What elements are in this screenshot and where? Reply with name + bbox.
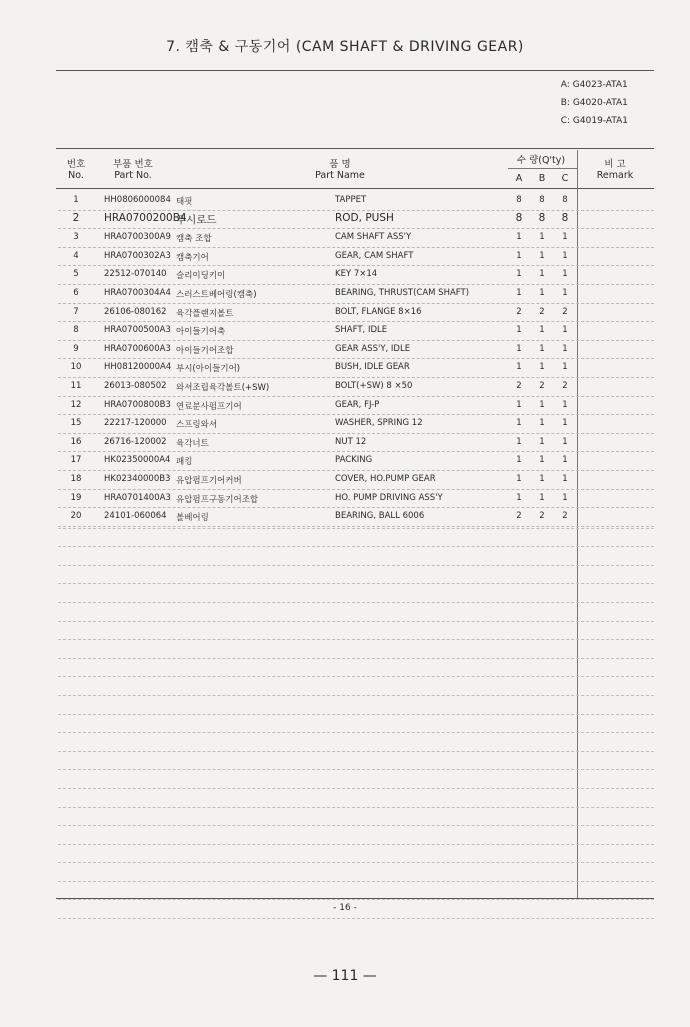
qty-c: 1 — [562, 232, 568, 243]
part-number: HH08120000A4 — [104, 362, 172, 373]
qty-a: 1 — [516, 399, 522, 410]
outer-page-number: — 111 — — [313, 968, 377, 984]
table-row — [58, 322, 654, 341]
part-name-kr: 육각너트 — [176, 438, 209, 449]
qty-a: 8 — [516, 195, 522, 205]
qty-b: 2 — [539, 511, 545, 522]
header-qty: 수 량(Q'ty) — [516, 155, 566, 166]
part-name-en: BOLT, FLANGE 8×16 — [335, 306, 422, 317]
part-number: HK02350000A4 — [104, 455, 171, 466]
qty-c: 8 — [561, 211, 569, 224]
part-name-en: BUSH, IDLE GEAR — [335, 362, 410, 373]
row-number: 5 — [73, 269, 79, 280]
qty-a: 1 — [516, 492, 522, 503]
qty-b: 1 — [539, 473, 545, 484]
part-name-en: TAPPET — [335, 195, 367, 205]
row-number: 17 — [70, 455, 82, 466]
part-name-kr: 유압펌프기어커버 — [176, 475, 242, 486]
part-name-en: BEARING, BALL 6006 — [335, 511, 425, 522]
model-c: C: G4019-ATA1 — [560, 116, 628, 126]
part-name-kr: 유압펌프구동기어조합 — [176, 494, 259, 505]
part-name-en: GEAR ASS'Y, IDLE — [335, 343, 411, 354]
qty-c: 2 — [562, 306, 568, 317]
qty-c: 1 — [562, 436, 568, 447]
table-row — [58, 192, 654, 211]
header-top-rule — [56, 148, 654, 149]
part-name-kr: 스프링와셔 — [176, 420, 218, 431]
qty-c: 1 — [562, 325, 568, 336]
blank-row — [58, 789, 654, 808]
part-name-en: ROD, PUSH — [335, 211, 394, 224]
qty-a: 1 — [516, 232, 522, 243]
qty-a: 1 — [516, 362, 522, 373]
blank-row — [58, 770, 654, 789]
qty-c: 2 — [562, 511, 568, 522]
part-name-en: GEAR, FJ-P — [335, 399, 380, 410]
qty-a: 1 — [516, 436, 522, 447]
row-number: 16 — [70, 436, 82, 447]
parts-table — [58, 192, 654, 527]
part-name-kr: 패킹 — [176, 457, 193, 468]
qty-b: 1 — [539, 232, 545, 243]
table-row — [58, 211, 654, 230]
header-bottom-rule — [56, 188, 654, 189]
part-name-kr: 연료분사펌프기어 — [176, 401, 242, 412]
part-name-kr: 아이들기어축 — [176, 327, 226, 338]
qty-c: 8 — [562, 195, 568, 205]
blank-row — [58, 659, 654, 678]
qty-a: 1 — [516, 455, 522, 466]
row-number: 4 — [73, 250, 79, 261]
header-remark: 비 고 Remark — [596, 159, 634, 181]
blank-row — [58, 622, 654, 641]
part-name-en: PACKING — [335, 455, 373, 466]
qty-a: 2 — [516, 380, 522, 391]
qty-a: 2 — [516, 511, 522, 522]
row-number: 6 — [73, 287, 79, 298]
qty-b: 1 — [539, 418, 545, 429]
qty-b: 1 — [539, 269, 545, 280]
qty-b: 2 — [539, 380, 545, 391]
qty-c: 1 — [562, 455, 568, 466]
row-number: 10 — [70, 362, 82, 373]
part-number: HRA0700500A3 — [104, 325, 171, 336]
part-name-kr: 캠축 조합 — [176, 234, 212, 245]
row-number: 15 — [70, 418, 82, 429]
part-name-en: SHAFT, IDLE — [335, 325, 388, 336]
table-row — [58, 490, 654, 509]
part-name-kr: 아이들기어조합 — [176, 345, 234, 356]
header-part-name: 품 명 Part Name — [315, 159, 365, 181]
qty-b: 2 — [539, 306, 545, 317]
qty-b: 1 — [539, 325, 545, 336]
model-list — [561, 76, 628, 130]
part-number: 22512-070140 — [104, 269, 167, 280]
blank-row — [58, 547, 654, 566]
blank-rows — [58, 510, 654, 919]
qty-c: 1 — [562, 399, 568, 410]
qty-c: 1 — [562, 418, 568, 429]
qty-sub-rule — [508, 168, 577, 169]
row-number: 7 — [73, 306, 79, 317]
qty-c: 1 — [562, 362, 568, 373]
part-number: HRA0701400A3 — [104, 492, 171, 503]
blank-row — [58, 845, 654, 864]
model-a: A: G4023-ATA1 — [560, 80, 628, 90]
part-name-en: BEARING, THRUST(CAM SHAFT) — [335, 287, 470, 298]
part-number: 26716-120002 — [104, 436, 167, 447]
bottom-rule — [56, 898, 654, 899]
qty-c: 1 — [562, 343, 568, 354]
blank-row — [58, 529, 654, 548]
blank-row — [58, 863, 654, 882]
qty-a: 1 — [516, 343, 522, 354]
qty-c: 1 — [562, 492, 568, 503]
part-number: 26106-080162 — [104, 306, 167, 317]
qty-a: 1 — [516, 325, 522, 336]
row-number: 9 — [73, 343, 79, 354]
part-name-kr: 푸시로드 — [176, 213, 217, 226]
qty-a: 2 — [516, 306, 522, 317]
table-row — [58, 378, 654, 397]
row-number: 19 — [70, 492, 82, 503]
qty-a: 1 — [516, 287, 522, 298]
table-row — [58, 248, 654, 267]
blank-row — [58, 640, 654, 659]
blank-row — [58, 715, 654, 734]
qty-b: 8 — [539, 195, 545, 205]
blank-row — [58, 808, 654, 827]
model-b: B: G4020-ATA1 — [560, 98, 628, 108]
header-no: 번호 No. — [66, 159, 86, 181]
row-number: 8 — [73, 325, 79, 336]
part-name-en: COVER, HO.PUMP GEAR — [335, 473, 436, 484]
qty-b: 1 — [539, 287, 545, 298]
part-name-kr: 슬리이딩키이 — [176, 271, 226, 282]
qty-a: 8 — [515, 211, 523, 224]
blank-row — [58, 733, 654, 752]
table-row — [58, 359, 654, 378]
part-name-en: NUT 12 — [335, 436, 367, 447]
part-number: HK02340000B3 — [104, 473, 171, 484]
part-name-en: GEAR, CAM SHAFT — [335, 250, 414, 261]
part-name-kr: 태핏 — [176, 197, 193, 207]
row-number: 12 — [70, 399, 82, 410]
part-number: HRA0700300A9 — [104, 232, 171, 243]
qty-a: 1 — [516, 269, 522, 280]
title-rule — [56, 70, 654, 71]
part-number: HRA0700600A3 — [104, 343, 171, 354]
blank-row — [58, 603, 654, 622]
part-name-kr: 볼베어링 — [176, 513, 209, 524]
part-number: 26013-080502 — [104, 380, 167, 391]
qty-b: 1 — [539, 250, 545, 261]
part-name-en: HO. PUMP DRIVING ASS'Y — [335, 492, 443, 503]
part-name-kr: 부시(아이들기어) — [176, 364, 241, 375]
part-number: HRA0700304A4 — [104, 287, 171, 298]
qty-c: 1 — [562, 250, 568, 261]
qty-c: 2 — [562, 380, 568, 391]
table-row — [58, 266, 654, 285]
qty-b: 1 — [539, 399, 545, 410]
part-number: HRA0700302A3 — [104, 250, 171, 261]
part-number: HRA0700800B3 — [104, 399, 171, 410]
table-row — [58, 452, 654, 471]
part-name-kr: 와셔조립육각볼트(+SW) — [176, 382, 270, 393]
qty-a: 1 — [516, 418, 522, 429]
qty-b: 1 — [539, 343, 545, 354]
row-number: 2 — [72, 211, 80, 224]
table-row — [58, 397, 654, 416]
blank-row — [58, 677, 654, 696]
row-number: 18 — [70, 473, 82, 484]
part-name-en: BOLT(+SW) 8 ×50 — [335, 380, 413, 391]
header-part-no: 부품 번호 Part No. — [113, 159, 153, 181]
header-qty-c: C — [561, 173, 569, 184]
part-name-kr: 스러스트베어링(캠축) — [176, 289, 257, 300]
part-number: 22217-120000 — [104, 418, 167, 429]
header-qty-b: B — [538, 173, 546, 184]
table-row — [58, 471, 654, 490]
row-number: 3 — [73, 232, 79, 243]
row-number: 1 — [73, 195, 79, 205]
header-qty-a: A — [515, 173, 523, 184]
qty-b: 1 — [539, 492, 545, 503]
qty-b: 8 — [538, 211, 546, 224]
part-number: 24101-060064 — [104, 511, 167, 522]
table-row — [58, 415, 654, 434]
blank-row — [58, 584, 654, 603]
part-name-en: CAM SHAFT ASS'Y — [335, 232, 412, 243]
blank-row — [58, 826, 654, 845]
part-number: HRA0700200B4 — [104, 211, 187, 224]
part-name-en: WASHER, SPRING 12 — [335, 418, 423, 429]
blank-row — [58, 696, 654, 715]
qty-b: 1 — [539, 436, 545, 447]
qty-b: 1 — [539, 362, 545, 373]
part-name-kr: 캠축기어 — [176, 252, 209, 263]
part-number: HH0806000084 — [104, 195, 171, 205]
inner-page-number: - 16 - — [333, 903, 357, 913]
qty-a: 1 — [516, 473, 522, 484]
part-name-en: KEY 7×14 — [335, 269, 378, 280]
table-row — [58, 229, 654, 248]
blank-row — [58, 752, 654, 771]
blank-row — [58, 566, 654, 585]
table-row — [58, 285, 654, 304]
row-number: 20 — [70, 511, 82, 522]
part-name-kr: 육각플랜지볼트 — [176, 308, 234, 319]
page-title: 7. 캠축 & 구동기어 (CAM SHAFT & DRIVING GEAR) — [166, 39, 524, 55]
qty-b: 1 — [539, 455, 545, 466]
qty-c: 1 — [562, 473, 568, 484]
qty-c: 1 — [562, 269, 568, 280]
qty-a: 1 — [516, 250, 522, 261]
table-row — [58, 304, 654, 323]
table-row — [58, 434, 654, 453]
qty-c: 1 — [562, 287, 568, 298]
table-row — [58, 341, 654, 360]
blank-row — [58, 510, 654, 529]
row-number: 11 — [70, 380, 82, 391]
